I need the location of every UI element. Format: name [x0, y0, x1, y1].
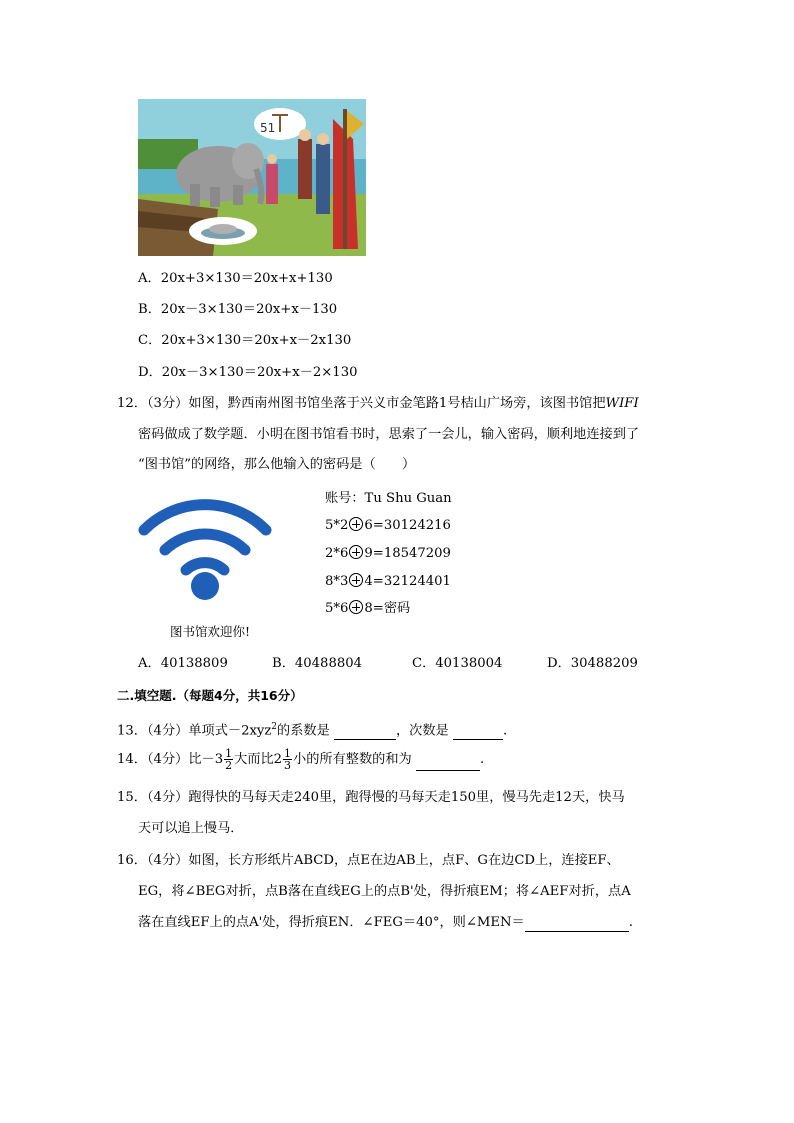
option-letter: D． [547, 656, 571, 671]
circle-plus-icon [349, 573, 363, 587]
q16-end: . [628, 915, 633, 930]
eq-left: 5*2 [325, 518, 349, 533]
q13 [117, 718, 507, 740]
equation-row-1 [325, 517, 451, 535]
eq-right: 9=18547209 [364, 546, 451, 561]
q16-line2: EG，将∠BEG对折，点B落在直线EG上的点B'处，得折痕EM；将∠AEF对折，点A [138, 884, 631, 899]
eq-right: 4=32124401 [364, 574, 451, 589]
q13-blank-coefficient[interactable] [334, 725, 396, 740]
option-letter: C． [138, 333, 162, 348]
q13-text: ，次数是 [395, 723, 449, 739]
q14-blank[interactable] [416, 756, 480, 771]
q16-line3 [138, 914, 633, 932]
option-text: 40138004 [435, 656, 503, 671]
option-letter: A． [138, 656, 161, 671]
eq-left: 5*6 [325, 601, 349, 616]
q16-blank[interactable] [525, 917, 629, 932]
q16-text: 落在直线EF上的点A'处，得折痕EN．∠FEG＝40°，则∠MEN＝ [138, 915, 525, 930]
circle-plus-icon [349, 517, 363, 531]
numerator: 1 [225, 747, 233, 760]
q13-blank-degree[interactable] [453, 725, 503, 740]
elephant-illustration [138, 99, 366, 256]
option-letter: B． [138, 302, 161, 317]
q14 [117, 748, 484, 771]
q12-option-a [138, 655, 228, 673]
q13-exponent: 2 [271, 722, 278, 732]
wifi-account: 账号：Tu Shu Guan [325, 491, 452, 506]
section-heading: 二.填空题.（每题4分，共16分） [117, 688, 303, 703]
option-letter: A． [138, 271, 161, 286]
option-text: 20x+3×130＝20x+x+130 [160, 271, 333, 286]
denominator: 3 [284, 759, 292, 772]
q13-end: . [502, 723, 508, 739]
option-text: 30488209 [570, 656, 638, 671]
option-letter: D． [138, 365, 162, 380]
q14-text: 大而比2 [234, 752, 283, 767]
q12-text: 12．（3分）如图，黔西南州图书馆坐落于兴义市金笔路1号桔山广场旁，该图书馆把 [117, 396, 606, 411]
q12-line2: 密码做成了数学题．小明在图书馆看书时，思索了一会儿，输入密码，顺利地连接到了 [138, 427, 640, 442]
equation-row-2 [325, 545, 451, 563]
wifi-welcome-text: 图书馆欢迎你! [170, 624, 251, 639]
q12-wifi: WIFI [605, 396, 639, 411]
option-letter: C． [412, 656, 436, 671]
q12-line1 [117, 395, 639, 413]
eq-left: 2*6 [325, 546, 349, 561]
wifi-icon [138, 498, 272, 606]
eq-right: 6=30124216 [364, 518, 451, 533]
option-text: 20x－3×130＝20x+x－2×130 [161, 365, 358, 380]
q12-option-c [412, 655, 502, 673]
fraction-half [224, 748, 233, 771]
option-text: 20x+3×130＝20x+x－2x130 [161, 333, 352, 348]
q14-text: 小的所有整数的和为 [293, 752, 412, 767]
svg-text:51: 51 [260, 121, 276, 135]
option-text: 20x－3×130＝20x+x－130 [160, 302, 338, 317]
circle-plus-icon [349, 545, 363, 559]
q15-line2: 天可以追上慢马． [138, 821, 244, 836]
equation-row-3 [325, 573, 451, 591]
q15-line1: 15．（4分）跑得快的马每天走240里，跑得慢的马每天走150里，慢马先走12天，快马 [117, 790, 625, 805]
q11-option-d [138, 364, 357, 382]
q12-line3: “图书馆”的网络，那么他输入的密码是（ ） [138, 457, 416, 472]
q13-text: 的系数是 [277, 723, 330, 739]
denominator: 2 [225, 759, 233, 772]
q13-text: 13．（4分）单项式－2xyz [117, 723, 272, 739]
equation-row-4 [325, 600, 410, 618]
eq-left: 8*3 [325, 574, 349, 589]
numerator: 1 [284, 747, 292, 760]
q11-option-b [138, 301, 337, 319]
q14-text: 14．（4分）比－3 [117, 752, 224, 767]
option-letter: B． [272, 656, 295, 671]
eq-right: 8=密码 [364, 601, 411, 616]
circle-plus-icon [349, 600, 363, 614]
option-text: 40488804 [294, 656, 363, 671]
q12-option-d [547, 655, 638, 673]
option-text: 40138809 [160, 656, 228, 671]
q12-option-b [272, 655, 362, 673]
fraction-third [283, 748, 292, 771]
q11-option-a [138, 270, 333, 288]
q16-line1: 16．（4分）如图，长方形纸片ABCD，点E在边AB上，点F、G在边CD上，连接EF、 [117, 853, 620, 868]
q11-option-c [138, 332, 351, 350]
q14-end: . [479, 752, 485, 767]
